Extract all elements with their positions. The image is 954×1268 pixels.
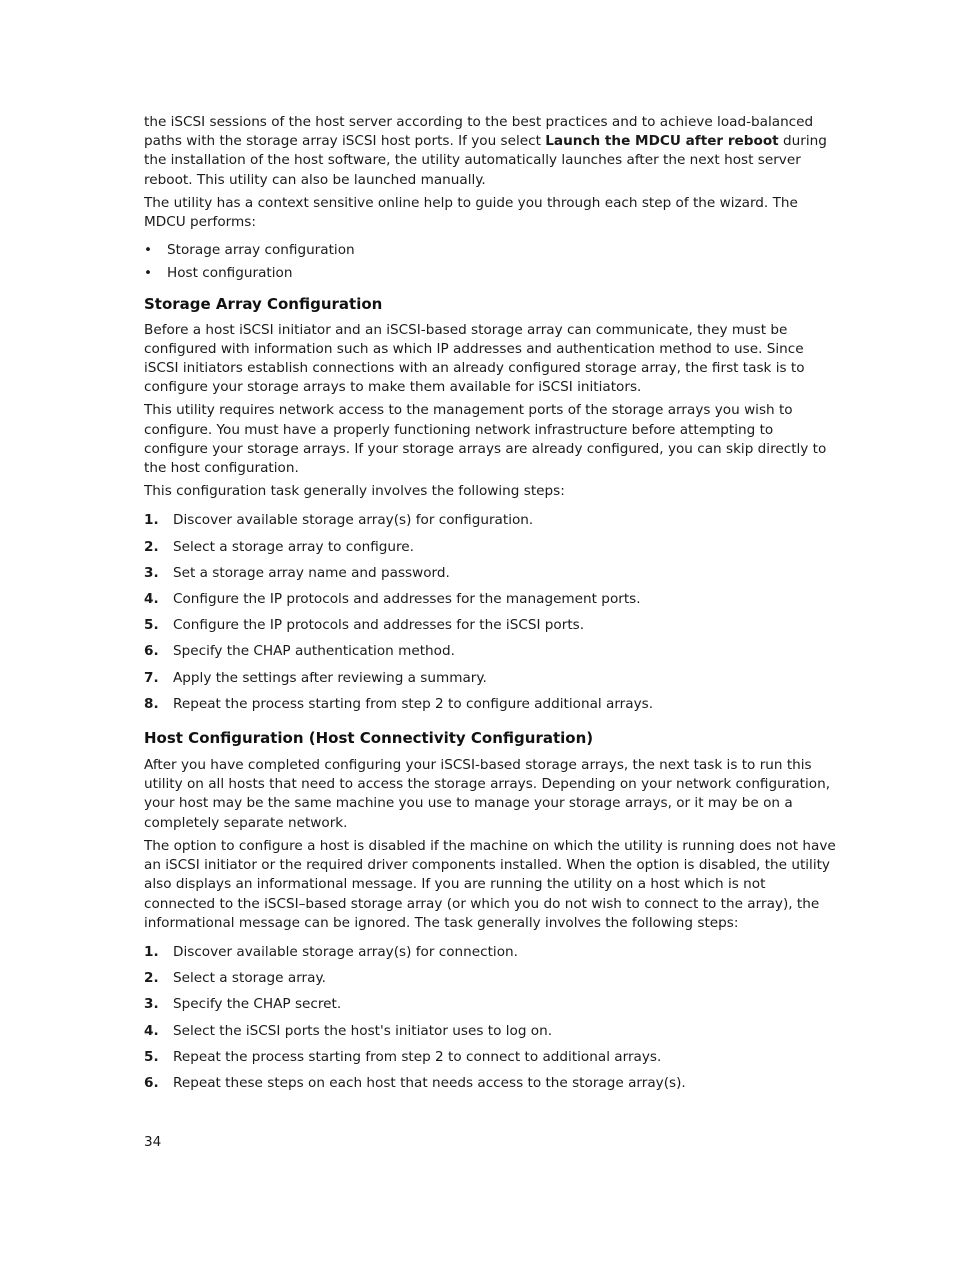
- step-item: [144, 511, 840, 530]
- page-content: [144, 113, 840, 1100]
- step-item: [144, 695, 840, 714]
- bullet-glyph: •: [144, 265, 153, 282]
- page-number: 34: [144, 1134, 162, 1150]
- step-number: 3.: [144, 564, 159, 581]
- step-item: [144, 995, 840, 1014]
- step-item: [144, 590, 840, 609]
- step-number: 6.: [144, 1074, 159, 1091]
- step-text: Repeat these steps on each host that needs access to the storage array(s).: [173, 1074, 686, 1091]
- step-text: Specify the CHAP authentication method.: [173, 643, 455, 660]
- step-item: [144, 642, 840, 661]
- storage-paragraph-3: This configuration task generally involves the following steps:: [144, 483, 565, 500]
- step-item: [144, 538, 840, 557]
- step-text: Discover available storage array(s) for configuration.: [173, 512, 534, 529]
- step-number: 2.: [144, 970, 159, 987]
- step-number: 5.: [144, 617, 159, 634]
- step-item: [144, 1022, 840, 1041]
- list-item-label: Host configuration: [167, 265, 293, 282]
- step-number: 2.: [144, 538, 159, 555]
- intro-paragraph: [144, 113, 840, 190]
- step-item: [144, 1074, 840, 1093]
- step-text: Apply the settings after reviewing a summary.: [173, 669, 487, 686]
- list-item-label: Storage array configuration: [167, 242, 355, 259]
- step-number: 4.: [144, 1022, 159, 1039]
- step-text: Discover available storage array(s) for connection.: [173, 943, 518, 960]
- intro-text-before: the iSCSI sessions of the host server according to the best practices and to achieve load-balanced paths with the storage array iSCSI host ports. If you select: [144, 114, 814, 150]
- storage-array-configuration-heading: Storage Array Configuration: [144, 294, 383, 313]
- mdcu-help-paragraph: The utility has a context sensitive online help to guide you through each step of the wizard. The MDCU performs:: [144, 194, 798, 231]
- step-item: [144, 669, 840, 688]
- step-number: 6.: [144, 643, 159, 660]
- step-number: 1.: [144, 943, 159, 960]
- storage-paragraph-1: Before a host iSCSI initiator and an iSCSI-based storage array can communicate, they must be configured with information such as which IP addresses and authentication method to use. Since iSCSI initiators establish connections with an already configured storage array, the first task is to configure your storage arrays to make them available for iSCSI initiators.: [144, 321, 805, 396]
- step-item: [144, 969, 840, 988]
- step-item: [144, 616, 840, 635]
- step-text: Set a storage array name and password.: [173, 564, 450, 581]
- host-paragraph-2: The option to configure a host is disabled if the machine on which the utility is running does not have an iSCSI initiator or the required driver components installed. When the option is disabled, the utility also displays an informational message. If you are running the utility on a host which is not connected to the iSCSI–based storage array (or which you do not wish to connect to the array), the informational message can be ignored. The task generally involves the following steps:: [144, 837, 836, 931]
- intro-text-after: during the installation of the host software, the utility automatically launches after the next host server reboot. This utility can also be launched manually.: [144, 133, 827, 188]
- host-steps-list: [144, 943, 840, 1093]
- step-number: 7.: [144, 669, 159, 686]
- launch-mdcu-option: Launch the MDCU after reboot: [545, 133, 779, 150]
- step-number: 3.: [144, 996, 159, 1013]
- mdcu-performs-list: [144, 241, 840, 283]
- step-number: 8.: [144, 695, 159, 712]
- step-text: Configure the IP protocols and addresses for the iSCSI ports.: [173, 617, 585, 634]
- step-text: Specify the CHAP secret.: [173, 996, 342, 1013]
- bullet-glyph: •: [144, 242, 153, 259]
- step-text: Configure the IP protocols and addresses for the management ports.: [173, 591, 641, 608]
- list-item: [144, 264, 840, 283]
- step-item: [144, 943, 840, 962]
- step-text: Repeat the process starting from step 2 to configure additional arrays.: [173, 695, 654, 712]
- step-number: 5.: [144, 1048, 159, 1065]
- host-configuration-heading: Host Configuration (Host Connectivity Configuration): [144, 729, 594, 748]
- step-number: 1.: [144, 512, 159, 529]
- storage-paragraph-2: This utility requires network access to the management ports of the storage arrays you wish to configure. You must have a properly functioning network infrastructure before attempting to configure your storage arrays. If your storage arrays are already configured, you can skip directly to the host configuration.: [144, 402, 827, 477]
- step-text: Select a storage array to configure.: [173, 538, 414, 555]
- list-item: [144, 241, 840, 260]
- step-item: [144, 1048, 840, 1067]
- step-text: Repeat the process starting from step 2 to connect to additional arrays.: [173, 1048, 662, 1065]
- step-item: [144, 564, 840, 583]
- host-paragraph-1: After you have completed configuring your iSCSI-based storage arrays, the next task is to run this utility on all hosts that need to access the storage arrays. Depending on your network configuration, your host may be the same machine you use to manage your storage arrays, or it may be on a completely separate network.: [144, 757, 831, 831]
- step-number: 4.: [144, 591, 159, 608]
- step-text: Select a storage array.: [173, 970, 326, 987]
- storage-steps-list: [144, 511, 840, 714]
- step-text: Select the iSCSI ports the host's initiator uses to log on.: [173, 1022, 553, 1039]
